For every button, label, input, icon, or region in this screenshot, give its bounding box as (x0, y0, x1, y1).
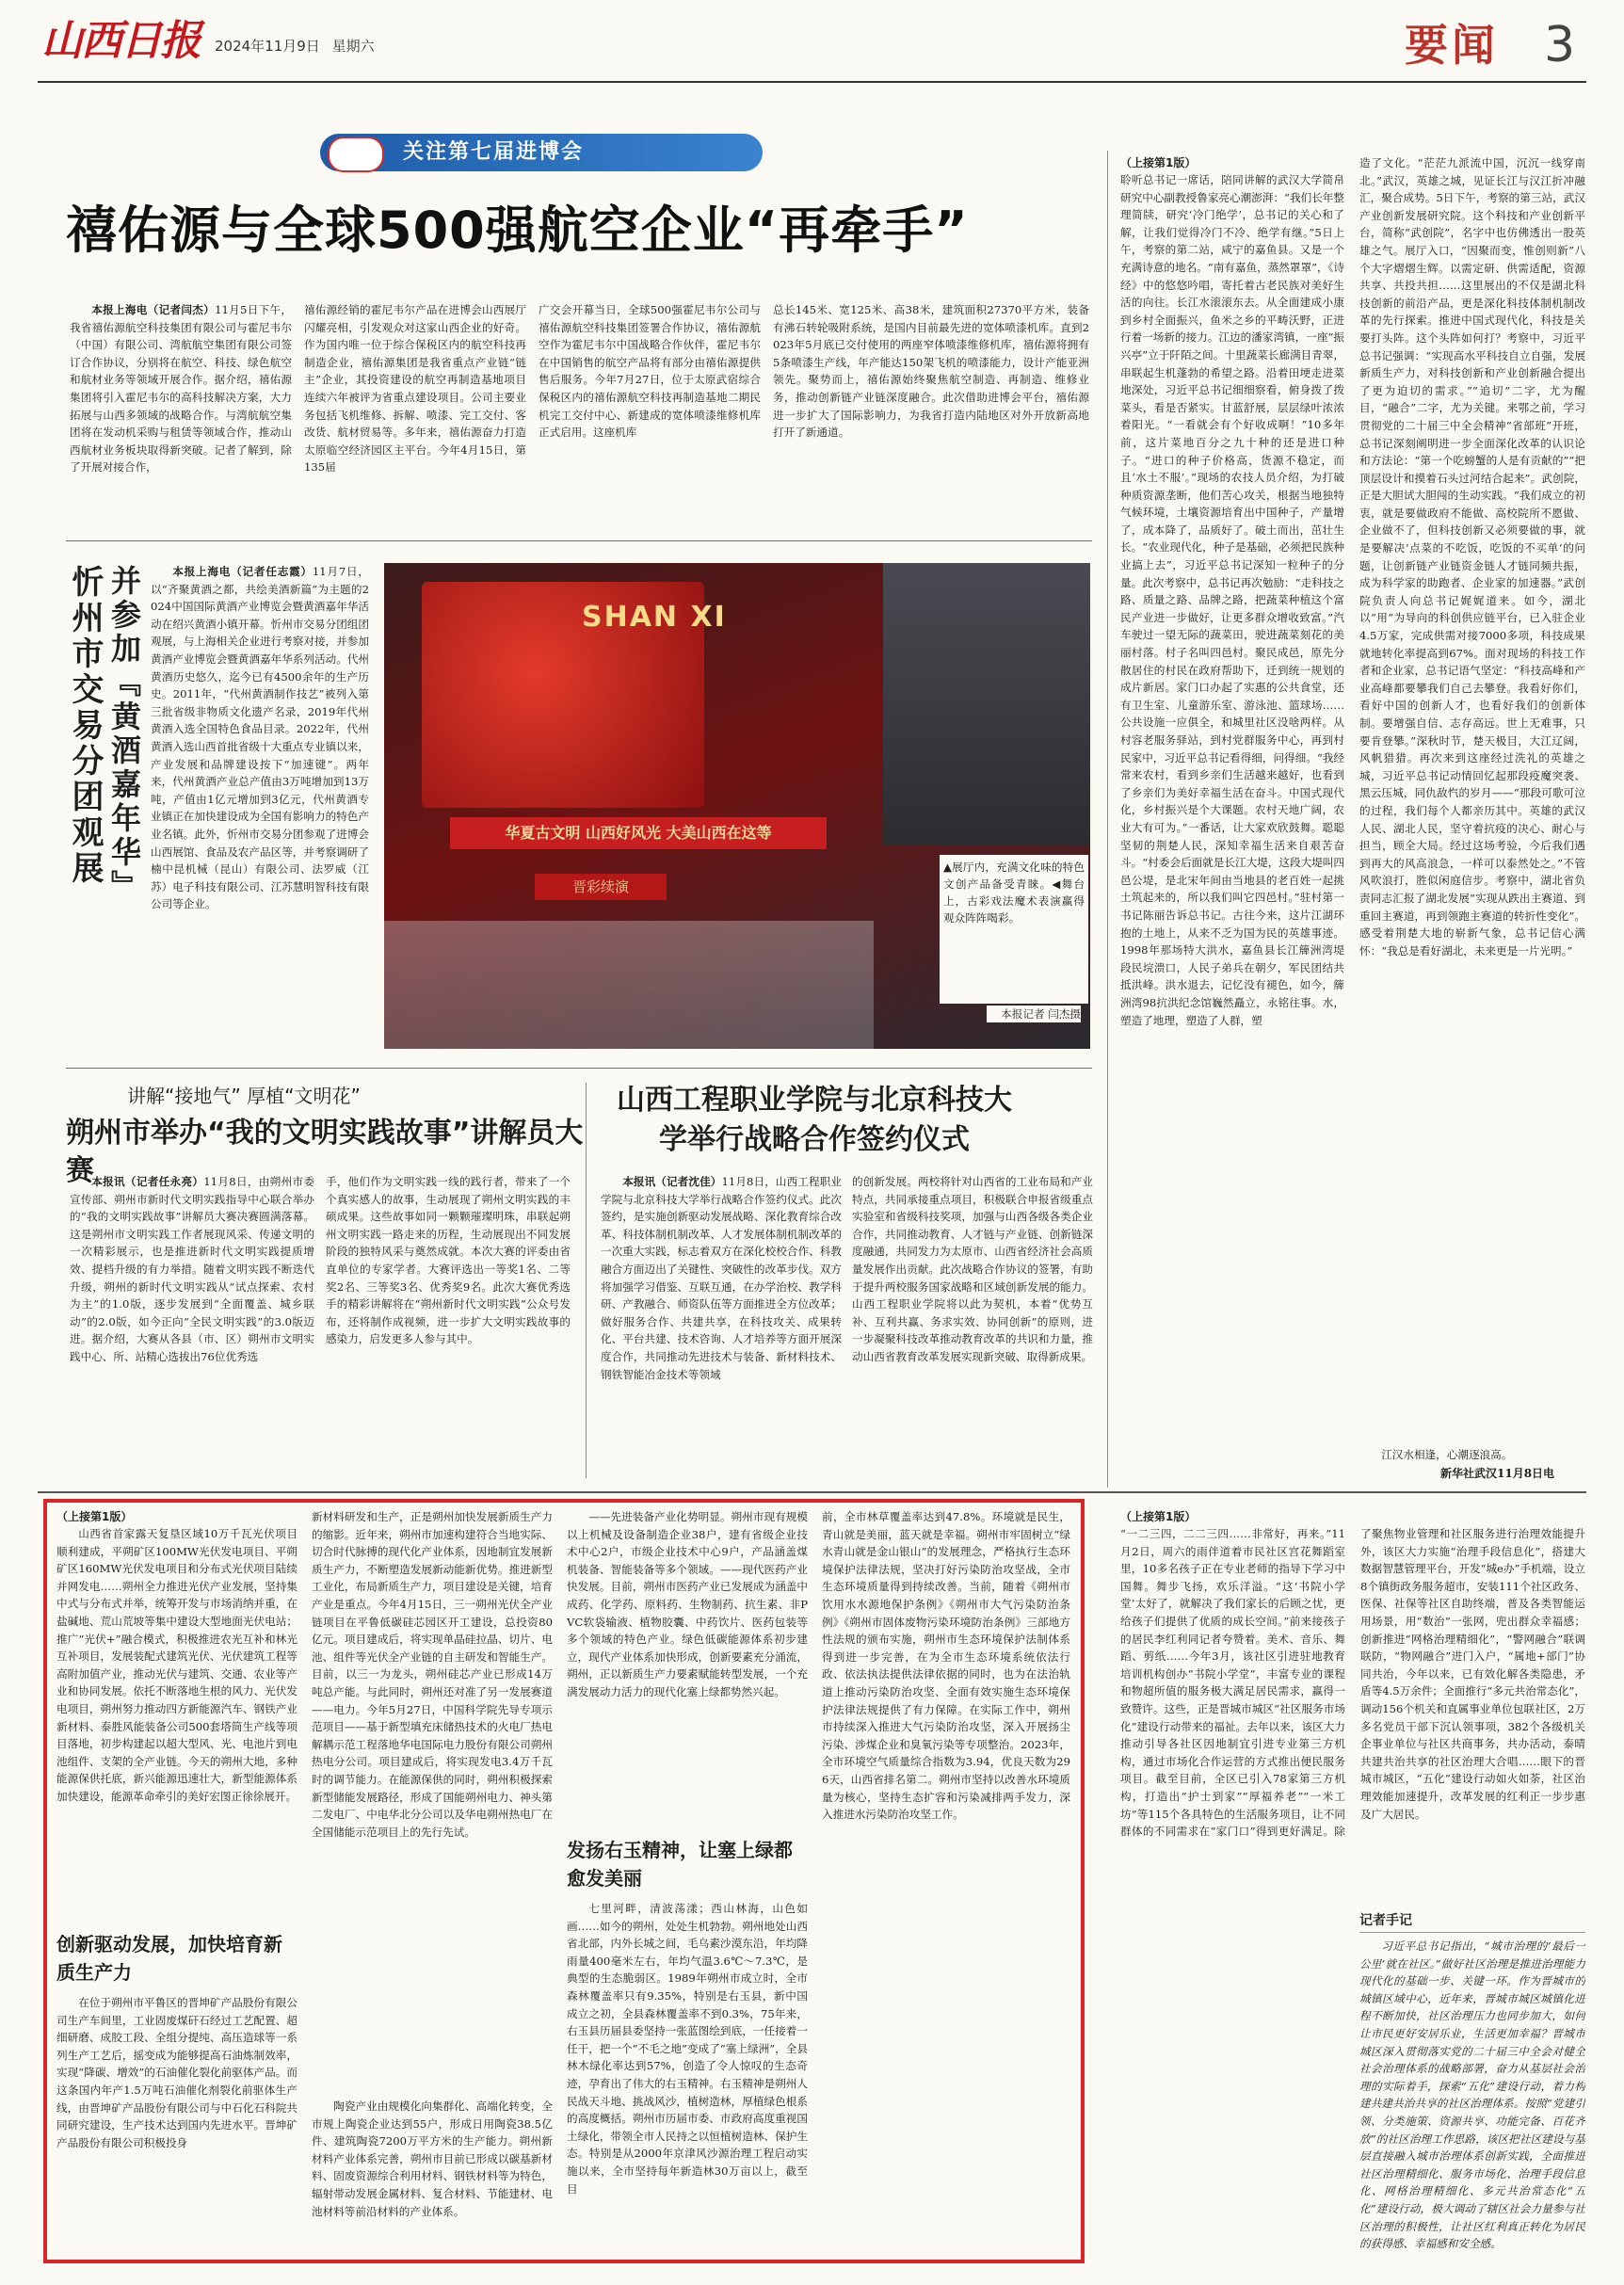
photo-stage-text: 晋彩续演 (535, 874, 667, 900)
newspaper-logo: 山西日报 (41, 17, 200, 65)
article3-headline: 朔州市举办“我的文明实践故事”讲解员大赛 (66, 1117, 584, 1187)
article4-col-1 (601, 1173, 842, 1480)
article6-col-2-cont-text: 陶瓷产业由规模化向集群化、高端化转变，全市规上陶瓷企业达到55户，形成日用陶瓷38.5亿件、建筑陶瓷7200万平方米的生产能力。朔州新材料产业体系完善，朔州市目前已形成以碳基新材料、固废资源综合利用材料、钢铁材料等为特色，辐射带动发展金属材料、复合材料、节能建材、电池材料等前沿材料的产业体系。 (312, 2100, 553, 2218)
article6-subhead-2-body: 七里河畔，清波荡漾；西山林海，山色如画……如今的朔州，处处生机勃勃。朔州地处山西省北部，内外长城之间，毛乌素沙漠东沿，年均降雨量400毫米左右，年均气温3.6℃～7.3℃，是典型的生态脆弱区。1989年朔州市成立时，全市森林覆盖率只有9.35%，特别是右玉县，新中国成立之初，全县森林覆盖率不到0.3%，75年来，右玉县历届县委坚持一张蓝图绘到底，一任接着一任干，把一个“不毛之地”变成了“塞上绿洲”，全县林木绿化率达到57%，创造了令人惊叹的生态奇迹，孕育出了伟大的右玉精神。右玉精神是朔州人民战天斗地、挑战风沙，植树造林，厚植绿色根系的高度概括。朔州市历届市委、市政府高度重视国土绿化，带领全市人民持之以恒植树造林、保护生态。特别是从2000年京津风沙源治理工程启动实施以来，全市坚持每年新造林30万亩以上，截至目 (567, 1902, 808, 2196)
article7-commentary-text: 习近平总书记指出，“城市治理的‘最后一公里’就在社区。”做好社区治理是推进治理能力现代化的基础一步、关键一环。作为晋城市的城镇区域中心，近年来，晋城市城区城镇化进程不断加快，社区治理压力也同步加大，如何让市民更好安居乐业，生活更加幸福？晋城市城区深入贯彻落实党的二十届三中全会对健全社会治理体系的战略部署，奋力从基层社会治理的实际着手，探索“五化”建设行动，着力构建共建共治共享的社区治理体系。按照“党建引领、分类施策、资源共享、功能完备、百花齐放”的社区治理工作思路，该区把社区建设与基层直接融入城市治理体系创新实践，全面推进社区治理精细化、服务市场化、治理手段信息化、网格治理精细化、多元共治常态化“五化”建设行动，极大调动了辖区社会力量参与社区治理的积极性，让社区红利真正转化为居民的获得感、幸福感和安全感。 (1359, 1939, 1585, 2251)
page-number: 3 (1544, 17, 1576, 73)
article1-byline: 本报上海电（记者闫杰） (91, 303, 216, 316)
article6-col-4-text: 前，全市林草覆盖率达到47.8%。环境就是民生，青山就是美丽，蓝天就是幸福。朔州市牢固树立“绿水青山就是金山银山”的发展理念，严格执行生态环境保护法律法规，坚决打好污染防治攻坚战，全市生态环境质量得到持续改善。当前，随着《朔州市饮用水水源地保护条例》《朔州市大气污染防治条例》《朔州市固体废物污染环境防治条例》三部地方性法规的颁布实施，朔州市生态环境保护法制体系得到进一步完善，在为全市生态环境系统依法行政、依法执法提供法律依据的同时，也为在法治轨道上推动污染防治攻坚、全面有效实施生态环境保护法律法规提供了有力保障。在实际工作中，朔州市持续深入推进大气污染防治攻坚，深入开展扬尘污染、涉煤企业和臭氧污染等专项整治。2023年，全市环境空气质量综合指数为3.94，优良天数为296天，山西省排名第二。朔州市坚持以改善水环境质量为核心，坚持生态扩容和污染减排两手发力，深入推进水污染防治攻坚工作。 (822, 1510, 1070, 1822)
article1-bottom-rule (66, 540, 1092, 541)
article4-headline: 山西工程职业学院与北京科技大学举行战略合作签约仪式 (617, 1084, 1012, 1156)
article7-commentary-rule (1359, 1932, 1585, 1933)
article6-col-1-text: 山西省首家露天复垦区域10万千瓦光伏项目顺利建成，平朔矿区100MW光伏发电项目、平朔矿区160MW光伏发电项目和分布式光伏项目陆续并网发电……朔州全力推进光伏产业发展，坚持集中式与分布式并举，统筹开发与市场消纳并重，在盐碱地、荒山荒坡等集中建设大型地面光伏电站；推广“光伏+”融合模式，积极推进农光互补和林光互补项目，发展装配式建筑光伏、光伏建筑工程等高附加值产业，推动光伏与建筑、交通、农业等产业和协同发展。依托不断落地生根的风力、光伏发电项目，朔州努力推动四方新能源汽车、钢铁产业新材料、泰胜风能装备公司500套塔筒生产线等项目落地，初步构建起以超大型风、光、电池片到电池组件、支架的全产业链。今天的朔州大地，多种能源保供托底，新兴能源迅速壮大，新型能源体系加快建设，能源革命牵引的美好宏图正徐徐展开。 (56, 1527, 297, 1803)
article6-subhead-1-text (56, 1994, 297, 2256)
article5-head-tag: （上接第1版） (1120, 156, 1197, 169)
masthead-rule (38, 81, 1586, 83)
article4-col-2-text: 的创新发展。两校将针对山西省的工业布局和产业特点，共同承接重点项目，积极联合申报省级重点实验室和省级科技奖项，加强与山西各级各类企业合作，共同推动教育、人才链与产业链、创新链深度融通，共同发力为太原市、山西省经济社会高质量发展作出贡献。此次战略合作协议的签署，有助于提升两校服务国家战略和区域创新发展的能力。山西工程职业学院将以此为契机，本着“优势互补、互利共赢、务求实效、协同创新”的原则，进一步凝聚科技改革推动教育改革的共识和力量，推动山西省教育改革发展实现新突破、取得新成果。 (852, 1175, 1093, 1363)
article6-subhead-2: 发扬右玉精神，让塞上绿都愈发美丽 (567, 1839, 793, 1890)
article5-closing (1359, 1446, 1585, 1465)
upper-section-rule (38, 1491, 1586, 1493)
article6-subhead-1-body: 在位于朔州市平鲁区的晋坤矿产品股份有限公司生产车间里，工业固废煤矸石经过工艺配置、超细研磨、成胶工段、全组分提纯、高压造球等一系列生产工艺后，摇变成为能够提高石油炼制效率，实现“降碳、增效”的石油催化裂化前驱体产品。而这条国内年产1.5万吨石油催化剂裂化前驱体生产线，由晋坤矿产品股份有限公司与中石化石科院共同研究建设，生产技术达到国内先进水平。晋坤矿产品股份有限公司积极投身 (56, 1996, 297, 2149)
article3-col-1 (70, 1173, 314, 1480)
article3-byline: 本报讯（记者任永亮） (91, 1175, 204, 1188)
article6-head-tag: （上接第1版） (56, 1510, 133, 1523)
article2-bottom-rule (66, 1068, 1092, 1069)
article2-byline: 本报上海电（记者任志霞） (172, 565, 313, 578)
article4-col-2 (852, 1173, 1093, 1480)
article7-body (1120, 1525, 1585, 1906)
issue-date (215, 36, 375, 56)
article1-col-2 (304, 301, 526, 527)
article1-col-4 (773, 301, 1089, 527)
article6-col-2 (312, 1508, 553, 2092)
masthead (0, 0, 1624, 87)
photo-inset (883, 563, 1090, 845)
article6-col-3 (567, 1508, 808, 1819)
article1-col-1 (70, 301, 292, 527)
photo-expo-hall (384, 563, 1090, 1049)
article5-col-2 (1359, 154, 1585, 1444)
article6-col-3-text: ——先进装备产业化势明显。朔州市现有规模以上机械及设备制造企业38户，建有省级企业技术中心2户，市级企业技术中心9户，产品涵盖煤机装备、智能装备等多个领域。——现代医药产业快发展。目前，朔州市医药产业已发展成为涵盖中成药、化学药、原料药、生物制药、抗生素、非PVC软袋输液、植物胶囊、中药饮片、医药包装等多个领域的特色产业。绿色低碳能源体系初步建立，现代产业体系加快形成，创新要素充分涌流，朔州，正以新质生产力要素赋能转型发展，一个充满发展动力活力的现代化塞上绿都势然兴起。 (567, 1510, 808, 1698)
article7-head-tag: （上接第1版） (1120, 1510, 1197, 1523)
article1-col-1-text: 11月5日下午，我省禧佑源航空科技集团有限公司与霍尼韦尔（中国）有限公司、湾航航空集团有限公司签订合作协议，分别将在航空、科技、绿色航空和航材业务等领域开展合作。据介绍，禧佑源集团将引入霍尼韦尔的高科技解决方案，大力拓展与山西多领域的战略合作。与湾航航空集团将在发动机采购与租赁等领域合作，推动山西航材业务板块取得新突破。记者了解到，除了开展对接合作， (70, 303, 292, 475)
banner-label: 关注第七届进博会 (403, 140, 585, 164)
article1-col-4-text: 总长145米、宽125米、高38米，建筑面积27370平方米，装备有沸石转轮吸附系统，是国内目前最先进的宽体喷漆机库。直到2023年5月底已交付使用的两座窄体喷漆维修机库，禧佑源将拥有5条喷漆生产线，年产能达150架飞机的喷漆能力，设计产能亚洲领先。聚势而上，禧佑源始终聚焦航空制造、再制造、维修业务，推动创新链产业链深度融合。此次借助进博会平台，禧佑源进一步扩大了国际影响力，为我省打造内陆地区对外开放新高地打开了新通道。 (773, 303, 1089, 440)
article2-headline: 忻州市交易分团观展 (66, 565, 104, 887)
article1-col-3-text: 广交会开幕当日，全球500强霍尼韦尔公司与禧佑源航空科技集团签署合作协议，禧佑源航空作为霍尼韦尔中国战略合作伙伴，霍尼韦尔在中国销售的航空产品将有部分由禧佑源提供售后服务。今年7月27日，位于太原武宿综合保税区内的禧佑源航空科技再制造基地二期民机完工交付中心、新建成的宽体喷漆维修机库正式启用。这座机库 (539, 303, 761, 440)
article3-col-2 (326, 1173, 571, 1480)
article2-body (151, 563, 369, 1053)
photo-credit: 本报记者 闫杰摄 (987, 1006, 1081, 1022)
article3-col-2-text: 手，他们作为文明实践一线的践行者，带来了一个个真实感人的故事，生动展现了朔州文明实践的丰硕成果。这些故事如同一颗颗璀璨明珠，串联起朔州文明实践一路走来的历程，生动展现出不同发展阶段的独特风采与奠然成就。本次大赛的评委由省直单位的专家学者。大赛评选出一等奖1名、二等奖2名、三等奖3名、优秀奖9名。此次大赛优秀选手的精彩讲解将在“朔州新时代文明实践”公众号发布，还将制作成视频，进一步扩大文明实践故事的感染力，启发更多人参与其中。 (326, 1175, 571, 1346)
article6-subhead-2-text (567, 1900, 808, 2256)
article7-commentary (1359, 1938, 1585, 2258)
photo-caption: ▲展厅内，充满文化味的特色文创产品备受青睐。◀舞台上，古彩戏法魔术表演赢得观众阵阵喝彩。 (940, 855, 1088, 1004)
article6-col-2-text: 新材料研发和生产，正是朔州加快发展新质生产力的缩影。近年来，朔州市加速构建符合当地实际、切合时代脉搏的现代化产业体系，因地制宜发展新质生产力，不断塑造发展新动能新优势。推进新型工业化，布局新质生产力，项目建设是关键，培育产业是重点。今年4月15日，三一朔州光伏全产业链项目在平鲁低碳硅芯园区开工建设，总投资80亿元。项目建成后，将实现单晶硅拉晶、切片、电池、组件等光伏全产业链的自主研发和智能生产。目前，以三一为龙头，朔州硅芯产业已形成14万吨总产能。与此同时，朔州还对准了另一发展赛道——电力。今年5月27日，中国科学院先导专项示范项目——基于新型填充床储热技术的火电厂热电解耦示范工程落地华电国际电力股份有限公司朔州热电分公司。项目建成后，将实现发电3.4万千瓦时的调节能力。在能源保供的同时，朔州积极探索新型储能发展路径，形成了国能朔州电力、神头第二发电厂、中电华北分公司以及华电朔州热电厂在全国储能示范项目上的先行先试。 (312, 1510, 553, 1839)
article2-subheadline: 并参加『黄酒嘉年华』 (106, 565, 142, 904)
article6-col-1 (56, 1525, 297, 1924)
section-name: 要闻 (1405, 20, 1499, 71)
photo-sign-text: SHAN XI (582, 601, 727, 634)
article5-col-1-text: 聆听总书记一席话，陪同讲解的武汉大学简帛研究中心副教授鲁家亮心潮澎湃：“我们长年整理简牍，研究‘冷门绝学’，总书记的关心和了解，让我们觉得冷门不冷、绝学有继。”5日上午，考察的第二站，咸宁的嘉鱼县。又是一个充满诗意的地名。“南有嘉鱼，蒸然罩罩”，《诗经》中的悠悠吟唱，寄托着古老民族对美好生活的向往。长江水滚滚东去。从全面建成小康到乡村全面振兴，鱼米之乡的平畴沃野，正进行着一场新的接力。江边的潘家湾镇，一座“振兴亭”立于阡陌之间。十里蔬菜长廊满目青翠，串联起生机蓬勃的希望之路。沿着田埂走进菜地深处，习近平总书记细细察看，俯身拨了拨菜头，看是否紧实。甘蓝舒展，层层绿叶浓浓着阳光。“一看就会有个好收成啊！”10多年前，这片菜地百分之九十种的还是进口种子。“进口的种子价格高，货源不稳定，而且‘水土不服’。”现场的农技人员介绍，为打破种质资源垄断，他们苦心攻关，根据当地独特气候环境，土壤资源培育出中国种子，产量增了，成本降了，品质好了。破土而出，茁壮生长。“农业现代化，种子是基础，必须把民族种业搞上去”，习近平总书记深知一粒种子的分量。此次考察中，总书记再次勉励：“走科技之路、质量之路、品牌之路，把蔬菜种植这个富民产业进一步做好，让更多群众增收致富。”汽车驶过一望无际的蔬菜田，驶进蔬菜刻花的美丽村落。村子名叫四邑村。聚民成邑，原先分散居住的村民在政府帮助下，迁到统一规划的成片新居。家门口办起了实惠的公共食堂，还有卫生室、儿童游乐室、游泳池、篮球场……公共设施一应俱全，和城里社区没啥两样。从村容老服务驿站，到村党群服务中心，再到村民家中，习近平总书记看得细，问得细。“我经常来农村，看到乡亲们生活越来越好，也看到了乡亲们为美好幸福生活在奋斗。中国式现代化，乡村振兴是个大课题。农村天地广阔，农业大有可为。”一番话，让大家欢欣鼓舞。聪聪坚韧的荆楚人民，深知幸福生活来自艰苦奋斗。“村委会后面就是长江大堤，这段大堤叫四邑公堤，是北宋年间由当地县的老百姓一起挑土筑起来的，所以我们叫它四邑村。”驻村第一书记陈丽告诉总书记。古往今来，这片江湖环抱的土地上，从来不乏为国为民的英雄事迹。1998年那场特大洪水，嘉鱼县长江簰洲湾堤段民垸溃口，人民子弟兵在朝夕，军民团结共抵洪峰。洪水退去，记忆没有褪色，如今，簰洲湾98抗洪纪念馆巍然矗立，永铭往事。水，塑造了地理，塑造了人群，塑 (1120, 173, 1344, 1027)
photo-stage-floor (384, 921, 874, 1049)
date-text: 2024年11月9日 (215, 38, 320, 55)
article6-subhead-1: 创新驱动发展，加快培育新质生产力 (56, 1933, 282, 1984)
article2-body-text: 11月7日，以“齐聚黄酒之都，共绘美酒新篇”为主题的2024中国国际黄酒产业博览会暨黄酒嘉年华活动在绍兴黄酒小镇开幕。忻州市交易分团组团观展，与上海相关企业进行考察对接，并参加黄酒产业博览会暨黄酒嘉年华系列活动。代州黄酒历史悠久，迄今已有4500余年的生产历史。2011年，“代州黄酒制作技艺”被列入第三批省级非物质文化遗产名录，2019年代州黄酒入选全国特色食品目录。2022年，代州黄酒入选山西首批省级十大重点专业镇以来，产业发展和品牌建设按下“加速键”。两年来，代州黄酒产业总产值由3万吨增加到13万吨，产值由1亿元增加到3亿元，代州黄酒专业镇正在加快建设成为全国有影响力的特色产业名镇。此外，忻州市交易分团参观了进博会山西展馆、食品及农产品区等，并考察调研了楠中昆机械（昆山）有限公司、法罗威（江苏）电子科技有限公司、江苏慧明智科技有限公司等企业。 (151, 565, 369, 911)
column-divider (1107, 151, 1108, 1488)
article5-dateline: 新华社武汉11月8日电 (1440, 1467, 1555, 1480)
article3-col-1-text: 11月8日，由朔州市委宣传部、朔州市新时代文明实践指导中心联合举办的“我的文明实践故事”讲解员大赛决赛圆满落幕。这是朔州市文明实践工作者展现风采、传递文明的一次精彩展示，也是推进新时代文明实践提质增效、提档升级的有力举措。随着文明实践不断迭代升级，朔州的新时代文明实践从“试点探索、农村为主”的1.0版，逐步发展到“全面覆盖、城乡联动”的2.0版，如今正向“全民文明实践”的3.0版迈进。据介绍，大赛从各县（市、区）朔州市文明实践中心、所、站精心选拔出76位优秀选 (70, 1175, 314, 1363)
article6-col-2-cont (312, 2098, 553, 2256)
expo-logo-icon (328, 137, 384, 172)
article1-col-3 (539, 301, 761, 527)
article4-byline: 本报讯（记者沈佳） (622, 1175, 722, 1188)
article3-kicker: 讲解“接地气” 厚植“文明花” (127, 1085, 361, 1107)
article3-divider (586, 1083, 587, 1478)
expo-banner (320, 134, 763, 171)
weekday-text: 星期六 (331, 38, 375, 55)
article5-col-2-text: 造了文化。“茫茫九派流中国，沉沉一线穿南北。”武汉，英雄之城，见证长江与汉江折冲融汇，聚合成势。5日下午，考察的第三站，武汉产业创新发展研究院。这个科技和产业创新平台，简称“武创院”，名字中也仿佛透出一股英雄之气。展厅入口，“因聚而变，惟创则新”八个大字熠熠生辉。以需定研、供需适配，资源共享、共投共担……这里展出的不仅是湖北科技创新的前沿产品，更是深化科技体制机制改革的先行探索。推进中国式现代化，科技是关要打头阵。这个头阵如何打？考察中，习近平总书记强调：“实现高水平科技自立自强，发展新质生产力，对科技创新和产业创新融合提出了更为迫切的需求。”“追切”二字，尤为醒目，“融合”二字，尤为关键。来鄂之前，学习贯彻党的二十届三中全会精神“省部班”开班，总书记深刻阐明进一步全面深化改革的认识论和方法论：“第一个吃螃蟹的人是有贡献的”“把顶层设计和摸着石头过河结合起来”。武创院，正是大胆试大胆闯的生动实践。“我们成立的初衷，就是要做政府不能做、高校院所不愿做、企业做不了，但科技创新又必须要做的事，就是要解决‘点菜的不吃饭，吃饭的不买单’的问题，让创新链产业链资金链人才链同频共振，成为科学家的助跑者、企业家的加速器。”武创院负责人向总书记娓娓道来。如今，湖北以“用”为导向的科创供应链平台，已入驻企业4.5万家，完成供需对接7000多项，科技成果就地转化率提高到67%。面对现场的科技工作者和企业家，总书记语气坚定：“科技高峰和产业高峰都要攀我们自己去攀登。我看好你们，看好中国的创新人才，也看好我们的创新体制。要增强自信、志存高远。世上无难事，只要肯登攀。”深秋时节，楚天极目，大江辽阔，风帆猎猎。再次来到这座经过洗礼的英雄之城，习近平总书记动情回忆起那段疫魔突袭、黑云压城，同仇敌忾的岁月——“那段可歌可泣的过程，我们每个人都亲历其中。英雄的武汉人民、湖北人民，坚守着抗疫的决心、耐心与担当，顾全大局。经过这场考验，今后我们遇到再大的风高浪急，一样可以泰然处之。”不管风吹浪打，胜似闲庭信步。考察中，湖北省负责同志汇报了湖北发展“实现从跌出主赛道、到重回主赛道，再到领跑主赛道的转折性变化”。感受着荆楚大地的崭新气象，总书记信心满怀：“我总是看好湖北，未来更是一片光明。” (1359, 156, 1585, 957)
article6-col-4 (822, 1508, 1070, 2256)
article4-col-1-text: 11月8日，山西工程职业学院与北京科技大学举行战略合作签约仪式。此次签约，是实施创新驱动发展战略、深化教育综合改革、科技体制机制改革、人才发展体制机制改革的一次重大实践，标志着双方在深化校校合作、科教融合方面迈出了关键性、突破性的改革步伐。双方将加强学习借鉴、互联互通，在办学治校、教学科研、产教融合、师资队伍等方面推进全方位改革；做好服务合作、共建共享，在科技攻关、成果转化、平台共建、技术咨询、人才培养等方面开展深度合作，共同推动先进技术与装备、新材料技术、钢铁智能冶金技术等领域 (601, 1175, 842, 1381)
article7-commentary-title: 记者手记 (1359, 1913, 1412, 1928)
article7-body-text: “一二三四，二二三四……非常好，再来。”11月2日，周六的雨伴道着市民社区宫花舞蹈室里，10多名孩子正在专业老师的指导下学习中国舞。舞步飞扬，欢乐洋溢。“这‘书院小学堂’太好了，就解决了我们家长的后顾之忧，更给孩子们提供了优质的成长空间。”前来接孩子的居民李红利同记者夸赞着。美术、音乐、舞蹈、剪纸……今年3月，该社区引进驻地教育培训机构创办“书院小学堂”，丰富专业的课程和物超所值的服务极大满足居民需求，赢得一致赞许。这些，正是晋城市城区“社区服务市场化”建设行动带来的福祉。去年以来，该区大力推动引导各社区因地制宜引进专业第三方机构，通过市场化合作运营的方式推出便民服务项目。截至目前，全区已引入78家第三方机构，打造出“护士到家”“厚福养老”“一米工坊”等115个各具特色的生活服务项目，让不同群体的不同需求在“家门口”得到更好满足。除了聚焦物业管理和社区服务进行治理效能提升外，该区大力实施“治理手段信息化”，搭建大数据智慧管理平台，开发“城e办”手机端，设立8个镇街政务服务超市，安装111个社区政务、医保、社保等社区自助终端，普及各类智能运用场景，用“数治”一张网，兜出群众幸福感；创新推进“网格治理精细化”，“警网融合”联调联防，“物网融合”进门入户，“属地+部门”协同共治，今年以来，已有效化解各类隐患，矛盾等4.5万余件；全面推行“多元共治常态化”，调动156个机关和直属事业单位包联社区，2万多名党员干部下沉认领事项，382个各级机关企事业单位与社区共商事务，共办活动，泰晴共建共治共享的社区治理大合唱……眼下的晋城市城区，“五化”建设行动如火如荼，社区治理效能加速提升，改革发展的红利正一步步惠及广大居民。 (1120, 1527, 1585, 1839)
photo-banner-text: 华夏古文明 山西好风光 大美山西在这等 (450, 817, 827, 849)
article1-headline: 禧佑源与全球500强航空企业“再牵手” (66, 201, 969, 260)
article5-closing-text: 江汉水相逢，心潮逐浪高。 (1381, 1448, 1513, 1461)
article1-col-2-text: 禧佑源经销的霍尼韦尔产品在进博会山西展厅闪耀亮相，引发观众对这家山西企业的好奇。作为国内唯一位于综合保税区内的航空科技再制造企业，禧佑源集团是我省重点产业链“链主”企业，其投资建设的航空再制造基地项目连续六年被评为省重点建设项目。公司主要业务包括飞机维修、拆解、喷漆、完工交付、客改货、航材贸易等。多年来，禧佑源奋力打造太原临空经济园区主平台。今年4月15日，第135届 (304, 303, 526, 475)
article5-col-1 (1120, 171, 1344, 1474)
